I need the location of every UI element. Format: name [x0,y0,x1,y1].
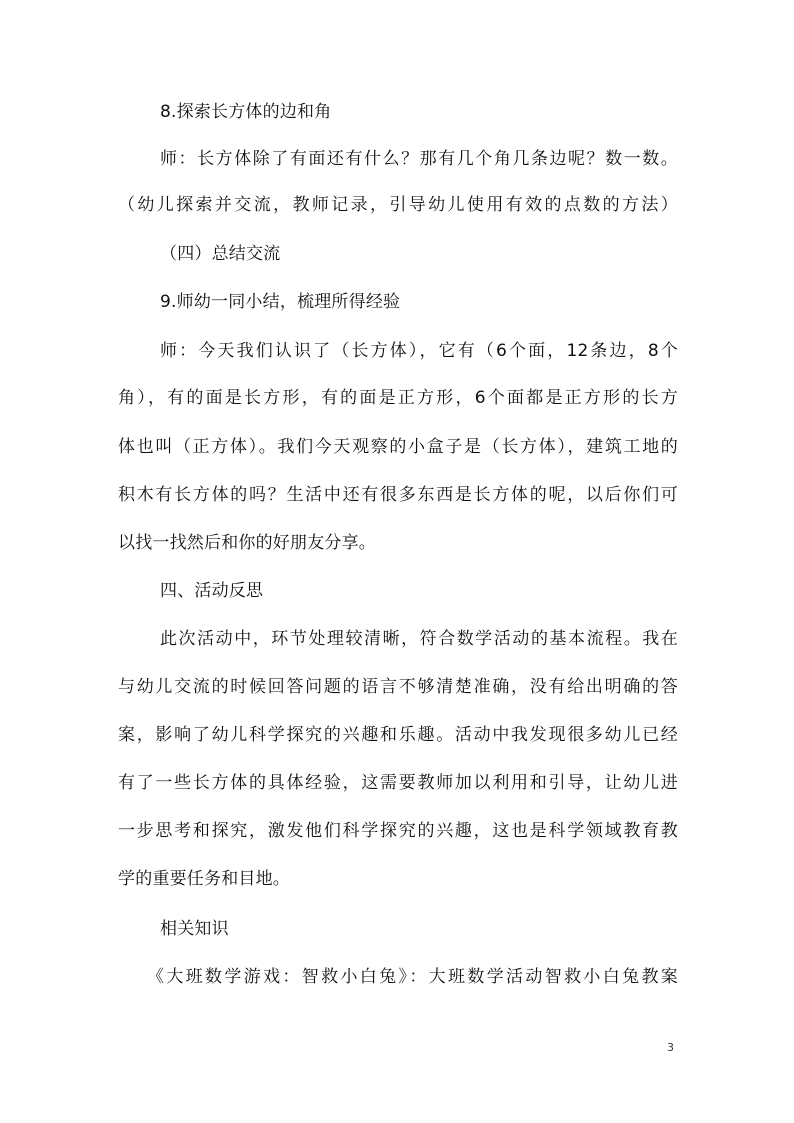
paragraph-line: 积木有长方体的吗？生活中还有很多东西是长方体的呢，以后你们可 [118,485,678,505]
section-summary: （四）总结交流 [160,244,281,264]
paragraph-line: 此次活动中，环节处理较清晰，符合数学活动的基本流程。我在 [160,629,678,649]
paragraph-line: 学的重要任务和目地。 [118,869,290,889]
paragraph-line: （幼儿探索并交流，教师记录，引导幼儿使用有效的点数的方法） [118,195,678,215]
paragraph-line: 师：今天我们认识了（长方体），它有（6个面，12条边，8个 [160,341,678,361]
paragraph-line: 角），有的面是长方形，有的面是正方形，6个面都是正方形的长方 [118,388,678,408]
paragraph-line: 师：长方体除了有面还有什么？那有几个角几条边呢？数一数。 [160,149,678,169]
related-label: 相关知识 [160,919,229,939]
paragraph-line: 以找一找然后和你的好朋友分享。 [118,533,376,553]
section-reflection: 四、活动反思 [160,581,264,601]
paragraph-line: 与幼儿交流的时候回答问题的语言不够清楚准确，没有给出明确的答 [118,677,678,697]
page-number: 3 [667,1041,674,1054]
heading-9: 9.师幼一同小结，梳理所得经验 [160,292,401,312]
paragraph-line: 体也叫（正方体）。我们今天观察的小盒子是（长方体），建筑工地的 [118,437,678,457]
paragraph-line: 一步思考和探究，激发他们科学探究的兴趣，这也是科学领域教育教 [118,821,678,841]
related-link[interactable]: 《大班数学游戏：智救小白兔》：大班数学活动智救小白兔教案 [147,967,678,987]
paragraph-line: 有了一些长方体的具体经验，这需要教师加以利用和引导，让幼儿进 [118,773,678,793]
heading-8: 8.探索长方体的边和角 [160,102,332,122]
paragraph-line: 案，影响了幼儿科学探究的兴趣和乐趣。活动中我发现很多幼儿已经 [118,725,678,745]
